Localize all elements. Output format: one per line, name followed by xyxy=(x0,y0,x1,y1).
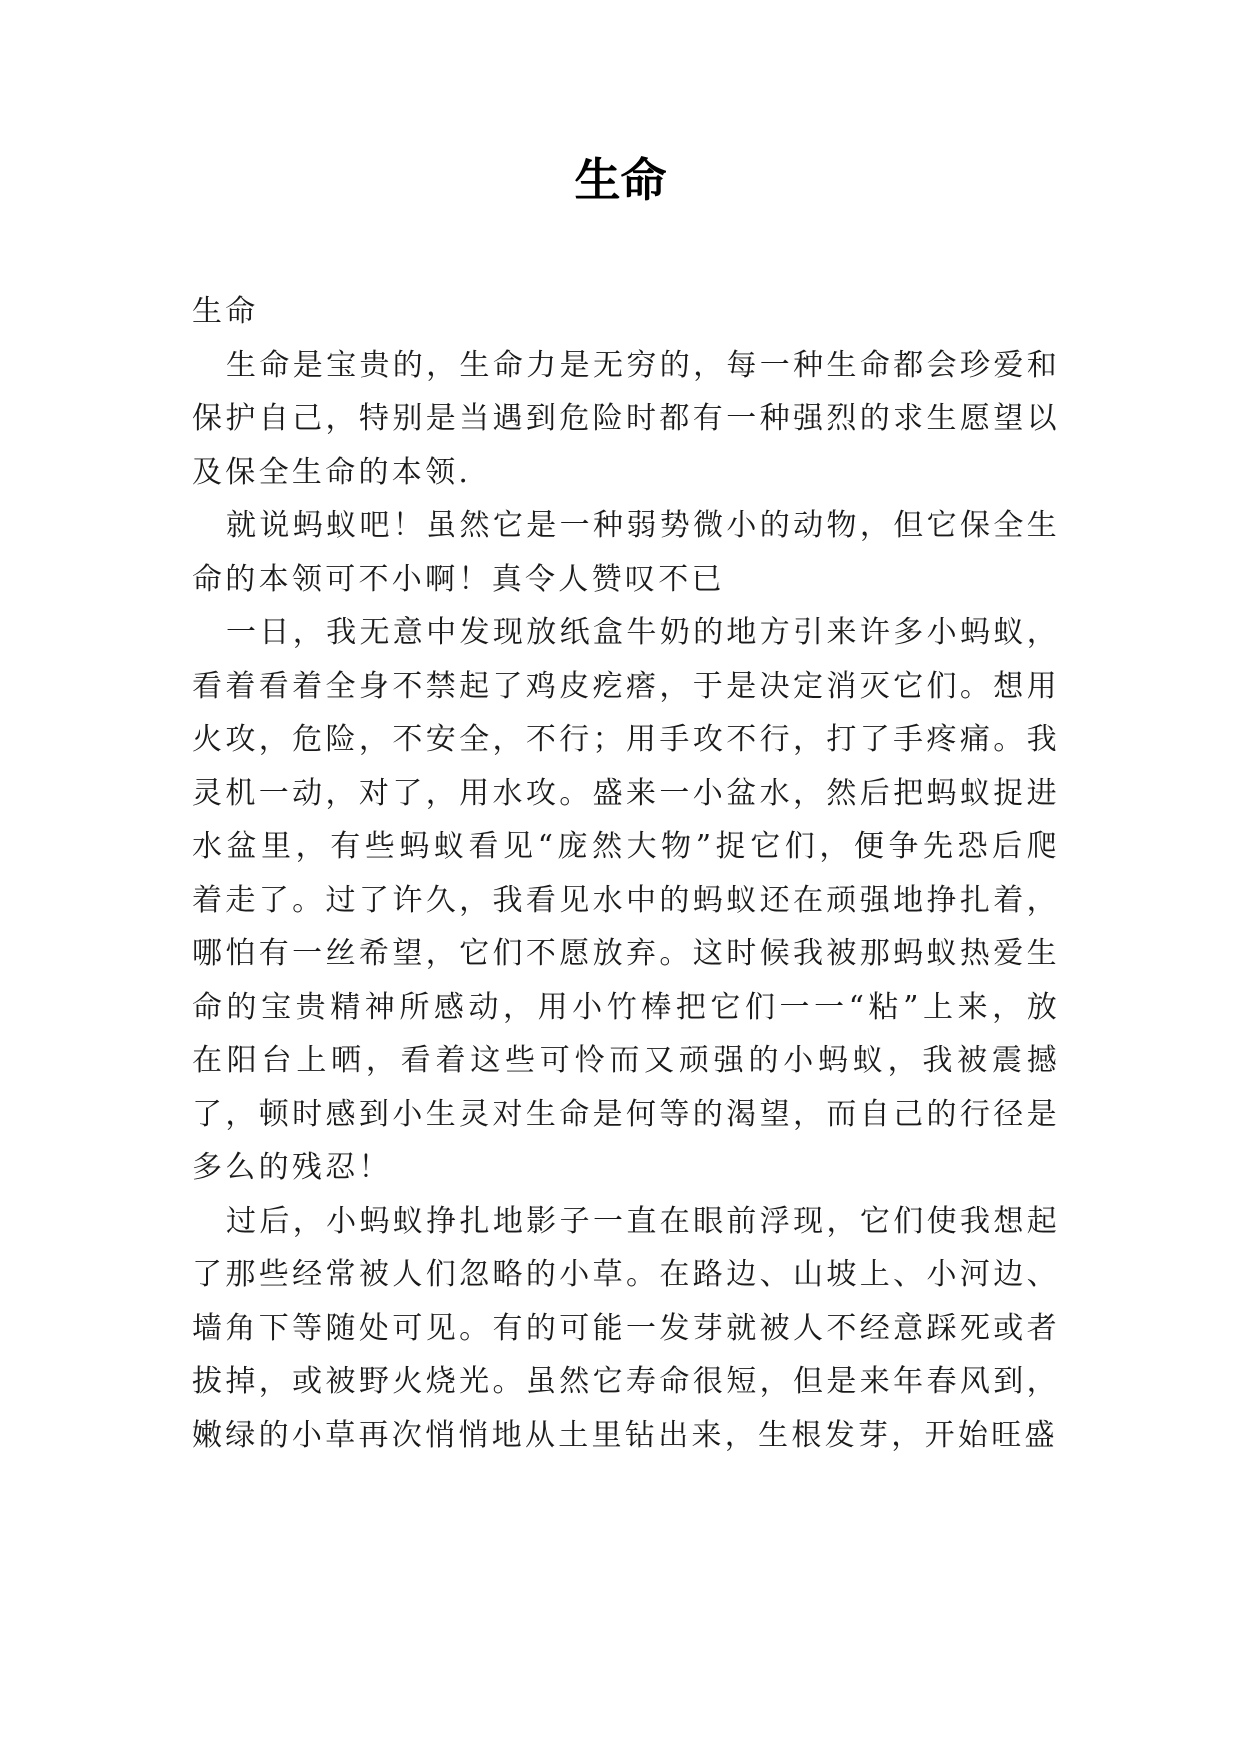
paragraph: 过后，小蚂蚁挣扎地影子一直在眼前浮现，它们使我想起了那些经常被人们忽略的小草。在路边、山坡上、小河边、墙角下等随处可见。有的可能一发芽就被人不经意踩死或者拔掉，或被野火烧光。虽然它寿命很短，但是来年春风到，嫩绿的小草再次悄悄地从土里钻出来，生根发芽，开始旺盛 xyxy=(192,1203,1060,1453)
paragraph: 一日，我无意中发现放纸盒牛奶的地方引来许多小蚂蚁，看着看着全身不禁起了鸡皮疙瘩，于是决定消灭它们。想用火攻，危险，不安全，不行；用手攻不行，打了手疼痛。我灵机一动，对了，用水攻。盛来一小盆水，然后把蚂蚁捉进水盆里，有些蚂蚁看见“庞然大物”捉它们，便争先恐后爬着走了。过了许久，我看见水中的蚂蚁还在顽强地挣扎着，哪怕有一丝希望，它们不愿放弃。这时候我被那蚂蚁热爱生命的宝贵精神所感动，用小竹棒把它们一一“粘”上来，放在阳台上晒，看着这些可怜而又顽强的小蚂蚁，我被震撼了，顿时感到小生灵对生命是何等的渴望，而自己的行径是多么的残忍！ xyxy=(192,615,1060,1185)
body-heading: 生命 xyxy=(192,294,259,329)
paragraph: 就说蚂蚁吧！虽然它是一种弱势微小的动物，但它保全生命的本领可不小啊！真令人赞叹不已 xyxy=(192,508,1060,597)
document-body xyxy=(192,285,1060,1462)
paragraph: 生命是宝贵的，生命力是无穷的，每一种生命都会珍爱和保护自己，特别是当遇到危险时都有一种强烈的求生愿望以及保全生命的本领. xyxy=(192,347,1060,490)
document-title: 生命 xyxy=(574,153,667,207)
